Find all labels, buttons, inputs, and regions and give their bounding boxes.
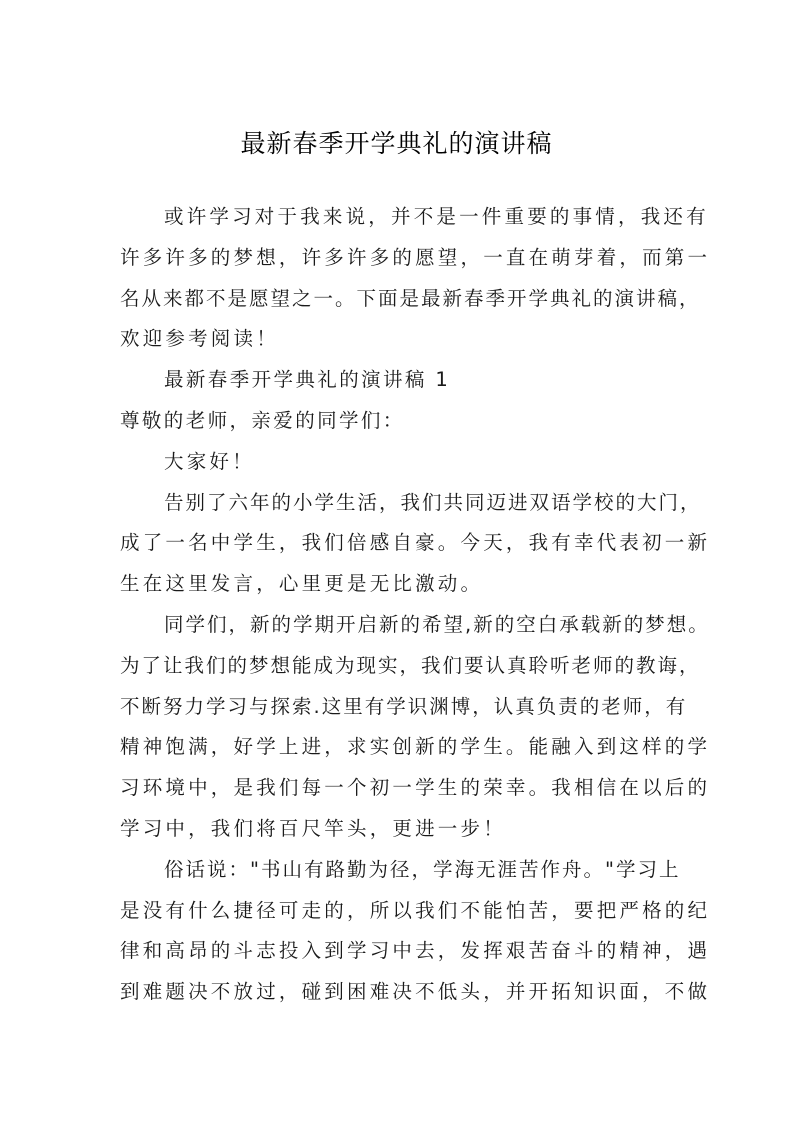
paragraph-intro-line-3: 名从来都不是愿望之一。下面是最新春季开学典礼的演讲稿， <box>120 286 701 310</box>
paragraph-2-line-1: 告别了六年的小学生活，我们共同迈进双语学校的大门， <box>164 490 702 514</box>
paragraph-2-line-2: 成了一名中学生，我们倍感自豪。今天，我有幸代表初一新 <box>120 531 711 555</box>
paragraph-2-line-3: 生在这里发言，心里更是无比激动。 <box>120 572 484 596</box>
paragraph-3-line-4: 精神饱满，好学上进，求实创新的学生。能融入到这样的学 <box>120 735 711 759</box>
paragraph-3-line-2: 为了让我们的梦想能成为现实，我们要认真聆听老师的教诲， <box>120 653 701 677</box>
paragraph-4-line-3: 律和高昂的斗志投入到学习中去，发挥艰苦奋斗的精神，遇 <box>120 939 711 963</box>
paragraph-4-line-2: 是没有什么捷径可走的，所以我们不能怕苦，要把严格的纪 <box>120 898 711 922</box>
paragraph-intro-line-1: 或许学习对于我来说，并不是一件重要的事情，我还有 <box>164 205 709 228</box>
document-body <box>120 197 711 1013</box>
paragraph-3-line-3: 不断努力学习与探索.这里有学识渊博，认真负责的老师，有 <box>120 694 688 718</box>
paragraph-4-line-1: 俗话说："书山有路勤为径，学海无涯苦作舟。"学习上 <box>164 857 681 881</box>
salutation: 尊敬的老师，亲爱的同学们： <box>120 408 405 432</box>
paragraph-3-line-1: 同学们，新的学期开启新的希望,新的空白承载新的梦想。 <box>164 612 710 636</box>
paragraph-3-line-6: 学习中，我们将百尺竿头，更进一步！ <box>120 816 506 840</box>
paragraph-intro-line-2: 许多许多的梦想，许多许多的愿望，一直在萌芽着，而第一 <box>120 245 711 269</box>
paragraph-3-line-5: 习环境中，是我们每一个初一学生的荣幸。我相信在以后的 <box>120 776 711 800</box>
greeting: 大家好！ <box>164 449 255 473</box>
paragraph-4-line-4: 到难题决不放过，碰到困难决不低头，并开拓知识面，不做 <box>120 980 711 1004</box>
section-heading-1: 最新春季开学典礼的演讲稿 1 <box>164 368 451 392</box>
document-title: 最新春季开学典礼的演讲稿 <box>240 129 553 158</box>
paragraph-intro-line-4: 欢迎参考阅读！ <box>120 327 279 351</box>
